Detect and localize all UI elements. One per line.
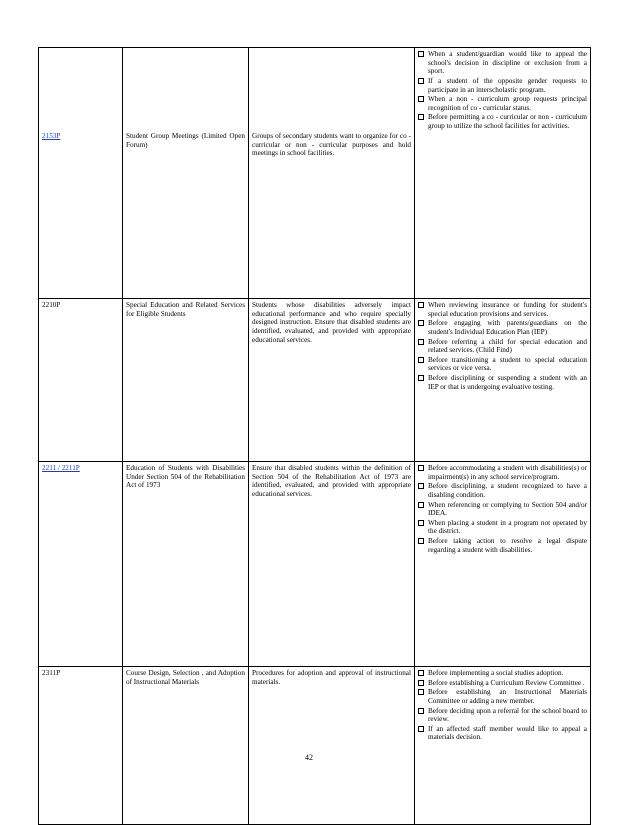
policy-purpose-cell: Ensure that disabled students within the definition of Section 504 of the Rehabilitation Act of 1973 are identified, evaluated, and provided with appropriate educational services. bbox=[249, 462, 415, 667]
policy-considerations-cell bbox=[415, 48, 591, 299]
list-item: If a student of the opposite gender requests to participate in an interscholastic program. bbox=[418, 77, 587, 94]
policy-purpose-cell: Groups of secondary students want to organize for co -curricular or non - curricular purposes and hold meetings in school facilities. bbox=[249, 48, 415, 299]
list-item: Before engaging with parents/guardians on the student's Individual Education Plan (IEP) bbox=[418, 319, 587, 336]
policy-table bbox=[38, 47, 591, 825]
checkbox-bullet-icon bbox=[418, 375, 424, 381]
table-row bbox=[39, 48, 591, 299]
list-item: Before accommodating a student with disabilities(s) or impairment(s) in any school service/program. bbox=[418, 464, 587, 481]
checkbox-bullet-icon bbox=[418, 51, 424, 57]
list-item: Before disciplining, a student recognized to have a disabling condition. bbox=[418, 482, 587, 499]
list-item: When a non - curriculum group requests principal recognition of co - curricular status. bbox=[418, 95, 587, 112]
list-item: When placing a student in a program not operated by the district. bbox=[418, 519, 587, 536]
checkbox-bullet-icon bbox=[418, 726, 424, 732]
list-item: When a student/guardian would like to appeal the school's decision in discipline or exclusion from a sport. bbox=[418, 50, 587, 76]
policy-code-cell bbox=[39, 462, 123, 667]
checkbox-bullet-icon bbox=[418, 320, 424, 326]
list-item: Before referring a child for special education and related services. (Child Find) bbox=[418, 338, 587, 355]
policy-title-cell: Education of Students with Disabilities Under Section 504 of the Rehabilitation Act of 1973 bbox=[123, 462, 249, 667]
checkbox-bullet-icon bbox=[418, 483, 424, 489]
policy-code-cell bbox=[39, 667, 123, 825]
checkbox-bullet-icon bbox=[418, 114, 424, 120]
checkbox-bullet-icon bbox=[418, 465, 424, 471]
checkbox-bullet-icon bbox=[418, 78, 424, 84]
checkbox-bullet-icon bbox=[418, 538, 424, 544]
list-item: Before deciding upon a referral for the school board to review. bbox=[418, 707, 587, 724]
checkbox-bullet-icon bbox=[418, 502, 424, 508]
list-item: When reviewing insurance or funding for student's special education provisions and services. bbox=[418, 301, 587, 318]
list-item: When referencing or complying to Section 504 and/or IDEA. bbox=[418, 501, 587, 518]
policy-code: 2210P bbox=[42, 301, 61, 309]
considerations-list bbox=[418, 50, 587, 131]
list-item: Before taking action to resolve a legal dispute regarding a student with disabilities. bbox=[418, 537, 587, 554]
table-row bbox=[39, 299, 591, 462]
checkbox-bullet-icon bbox=[418, 520, 424, 526]
policy-code-link[interactable]: 2153P bbox=[42, 132, 61, 140]
checkbox-bullet-icon bbox=[418, 680, 424, 686]
checkbox-bullet-icon bbox=[418, 96, 424, 102]
list-item: Before establishing an Instructional Materials Committee or adding a new member. bbox=[418, 688, 587, 705]
page-number: 42 bbox=[305, 753, 313, 762]
table-row bbox=[39, 667, 591, 825]
policy-title-cell: Student Group Meetings (Limited Open Forum) bbox=[123, 48, 249, 299]
checkbox-bullet-icon bbox=[418, 689, 424, 695]
table-row bbox=[39, 462, 591, 667]
considerations-list bbox=[418, 464, 587, 554]
list-item: If an affected staff member would like to appeal a materials decision. bbox=[418, 725, 587, 742]
policy-code-link[interactable]: 2211 / 2211P bbox=[42, 464, 80, 472]
policy-code: 2311P bbox=[42, 669, 61, 677]
considerations-list bbox=[418, 301, 587, 391]
list-item: Before permitting a co - curricular or non - curriculum group to utilize the school facilities for activities. bbox=[418, 113, 587, 130]
policy-considerations-cell bbox=[415, 299, 591, 462]
list-item: Before establishing a Curriculum Review Committee . bbox=[418, 679, 587, 688]
policy-considerations-cell bbox=[415, 462, 591, 667]
policy-purpose-cell: Students whose disabilities adversely impact educational performance and who require specially designed instruction. Ensure that disabled students are identified, evaluated, and provided with appropriate educational services. bbox=[249, 299, 415, 462]
policy-title-cell: Special Education and Related Services for Eligible Students bbox=[123, 299, 249, 462]
list-item: Before disciplining or suspending a student with an IEP or that is undergoing evaluative testing. bbox=[418, 374, 587, 391]
policy-purpose-cell: Procedures for adoption and approval of instructional materials. bbox=[249, 667, 415, 825]
considerations-list bbox=[418, 669, 587, 742]
checkbox-bullet-icon bbox=[418, 708, 424, 714]
policy-considerations-cell bbox=[415, 667, 591, 825]
checkbox-bullet-icon bbox=[418, 670, 424, 676]
list-item: Before transitioning a student to special education services or vice versa. bbox=[418, 356, 587, 373]
policy-code-cell bbox=[39, 48, 123, 299]
list-item: Before implementing a social studies adoption. bbox=[418, 669, 587, 678]
checkbox-bullet-icon bbox=[418, 357, 424, 363]
checkbox-bullet-icon bbox=[418, 302, 424, 308]
policy-code-cell bbox=[39, 299, 123, 462]
checkbox-bullet-icon bbox=[418, 339, 424, 345]
policy-title-cell: Course Design, Selection , and Adoption of Instructional Materials bbox=[123, 667, 249, 825]
